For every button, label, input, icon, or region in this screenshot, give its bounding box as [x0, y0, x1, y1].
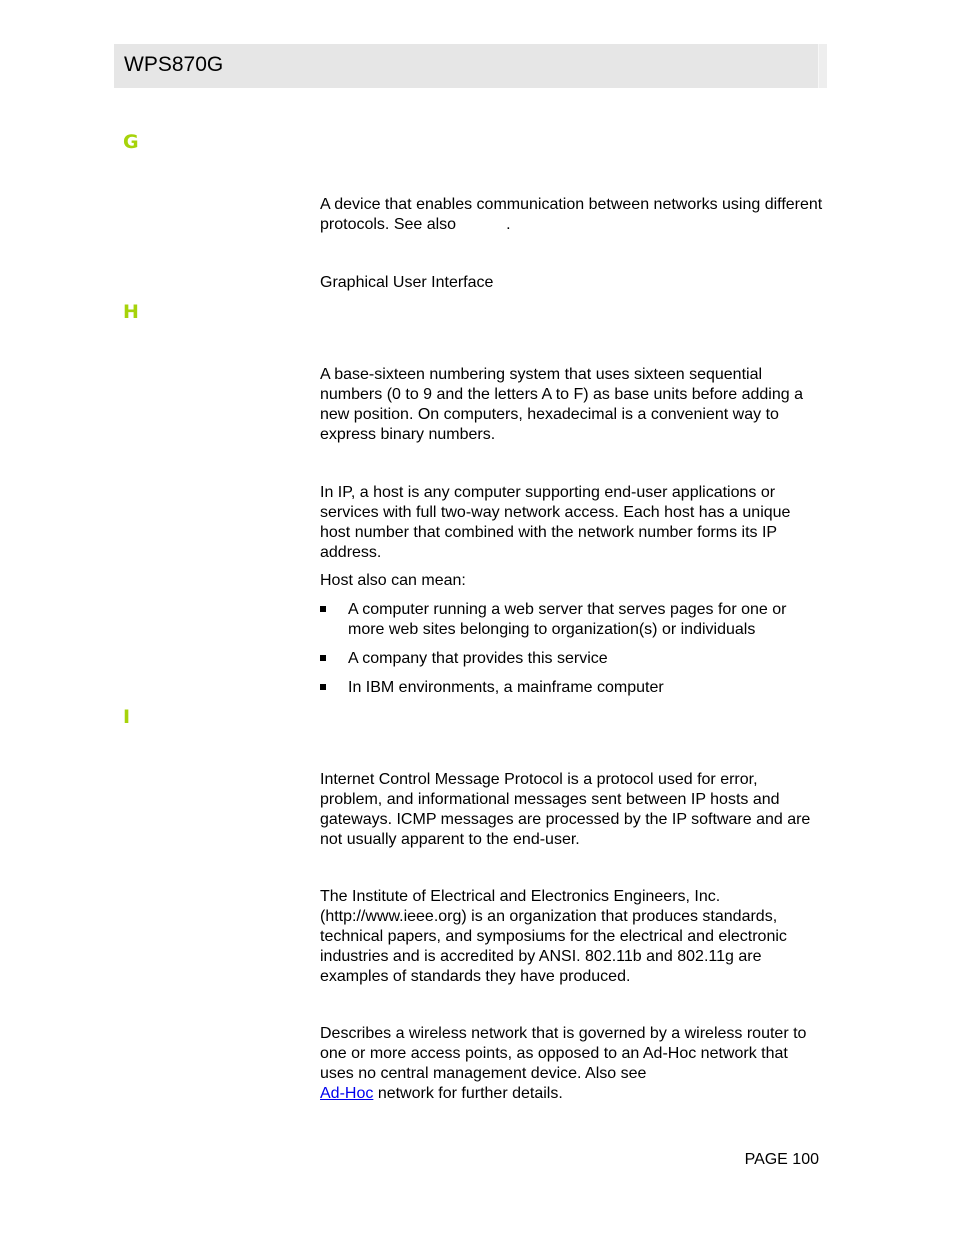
ad-hoc-link[interactable]: Ad-Hoc — [320, 1085, 374, 1102]
host-also-text: Host also can mean: — [320, 572, 466, 589]
gateway-text: A device that enables communication between networks using different protocols. See also — [320, 196, 823, 233]
header-title: WPS870G — [124, 53, 224, 76]
section-letter-i: I — [123, 706, 131, 728]
gateway-period: . — [506, 216, 511, 233]
list-item-text: A company that provides this service — [348, 650, 608, 667]
list-item-text: A computer running a web server that serves pages for one or more web sites belonging to organization(s) or individuals — [348, 601, 787, 638]
ieee-definition: The Institute of Electrical and Electronics Engineers, Inc. (http://www.ieee.org) is an organization that produces standards, technical papers, and symposiums for the electrical and electronic industries and is accredited by ANSI. 802.11b and 802.11g are examples of standards they have produced. — [320, 888, 787, 985]
list-item-text: In IBM environments, a mainframe computer — [348, 679, 664, 696]
icmp-definition: Internet Control Message Protocol is a protocol used for error, problem, and informational messages sent between IP hosts and gateways. ICMP messages are processed by the IP software and are not usually apparent to the end-user. — [320, 771, 811, 848]
hexadecimal-definition: A base-sixteen numbering system that uses sixteen sequential numbers (0 to 9 and the letters A to F) as base units before adding a new position. On computers, hexadecimal is a convenient way to express binary numbers. — [320, 366, 803, 443]
bullet-square-icon — [320, 655, 326, 661]
host-definition: In IP, a host is any computer supporting end-user applications or services with full two-way network access. Each host has a unique host number that combined with the network number forms its IP address. — [320, 484, 791, 561]
infrastructure-definition — [320, 1024, 824, 1104]
gateway-definition — [320, 195, 824, 235]
header-edge — [818, 44, 827, 88]
bullet-square-icon — [320, 606, 326, 612]
gui-definition: Graphical User Interface — [320, 274, 494, 291]
section-letter-g: G — [123, 131, 139, 153]
infrastructure-text: Describes a wireless network that is governed by a wireless router to one or more access points, as opposed to an Ad-Hoc network that uses no central management device. Also see — [320, 1025, 807, 1082]
section-letter-h: H — [123, 301, 139, 323]
infrastructure-text-end: network for further details. — [377, 1085, 563, 1102]
page-header — [114, 44, 827, 88]
bullet-square-icon — [320, 684, 326, 690]
page-number: PAGE 100 — [744, 1151, 819, 1168]
